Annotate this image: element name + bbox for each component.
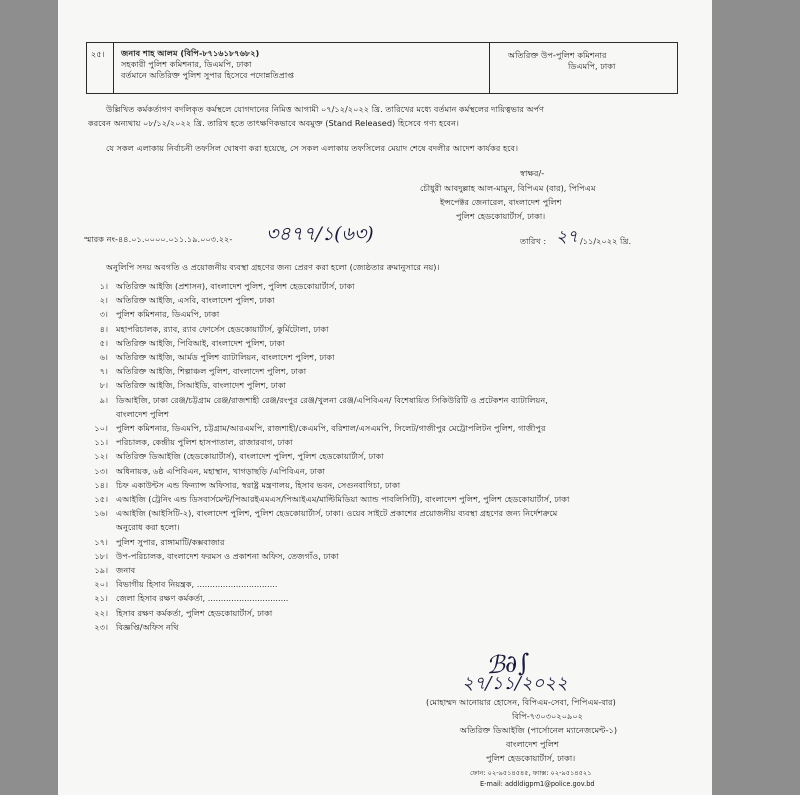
copy-list-number: ১৩। — [94, 465, 108, 476]
copy-list-text: বাংলাদেশ পুলিশ — [116, 408, 169, 419]
copy-list-item — [86, 579, 277, 590]
copy-list-item — [86, 309, 219, 320]
copy-list-number: ৭। — [99, 366, 108, 377]
serial-cell — [87, 43, 114, 93]
memo-number: স্মারক নং-৪৪.০১.০০০০.০১১.১৯.০০৩.২২- — [84, 234, 233, 244]
copy-list-item — [86, 437, 293, 448]
copy-list-text: ডিআইজি, ঢাকা রেঞ্জ/চট্টগ্রাম রেঞ্জ/রাজশাহী রেঞ্জ/রংপুর রেঞ্জ/খুলনা রেঞ্জ/এপিবিএন/ বিশেষায়িত সিকিউরিটি ও প্রটেকশন ব্যাটালিয়ন, — [116, 394, 548, 405]
copy-list-text: পুলিশ কমিশনার, ডিএমপি, ঢাকা — [116, 309, 220, 320]
copy-list-text: এআইজি (ট্রেনিং এন্ড ডিসবার্সমেন্ট/পিআরইএমএস/পিআইএম/মাল্টিমিডিয়া অ্যান্ড পাবলিসিটি), বাংলাদেশ পুলিশ, পুলিশ হেডকোয়ার্টার্স, ঢাকা — [116, 494, 570, 504]
copy-list-number: ৯। — [99, 394, 108, 405]
signer-name: চৌধুরী আবদুল্লাহ আল-মামুন, বিপিএম (বার), পিপিএম — [420, 183, 596, 193]
copy-list-item — [86, 395, 548, 406]
copy-list-item — [86, 423, 545, 434]
copy-list-item — [86, 508, 557, 519]
copy-list-text: অনুরোধ করা হলো। — [116, 522, 180, 533]
copy-list-text: অতিরিক্ত আইজি, শিল্পাঞ্চল পুলিশ, বাংলাদেশ পুলিশ, ঢাকা — [116, 366, 307, 377]
copy-list-text: অতিরিক্ত আইজি, সিআইডি, বাংলাদেশ পুলিশ, ঢাকা — [116, 380, 286, 391]
copy-list-item — [86, 295, 275, 306]
copy-list-text: উপ-পরিচালক, বাংলাদেশ ফরমস ও প্রকাশনা অফিস, তেজগাঁও, ঢাকা — [116, 550, 339, 561]
copy-list-item — [86, 593, 288, 604]
copy-list-text: হিসাব রক্ষণ কর্মকর্তা, পুলিশ হেডকোয়ার্টার্স, ঢাকা — [116, 607, 273, 618]
copy-list-item — [86, 281, 355, 292]
copy-list-text: অতিরিক্ত আইজি, আর্মড পুলিশ ব্যাটালিয়ন, বাংলাদেশ পুলিশ, ঢাকা — [116, 352, 335, 362]
copy-list-number: ১৯। — [94, 565, 108, 575]
signature-handwritten-date: ২৭/১১/২০২২ — [462, 673, 568, 694]
copy-list-number: ১৭। — [94, 536, 108, 547]
row-serial: ২৫। — [91, 49, 105, 59]
copy-list-number: ১৪। — [94, 479, 108, 490]
copy-list-item — [86, 451, 384, 462]
official-organization: বাংলাদেশ পুলিশ — [506, 739, 559, 749]
copy-list-number: ৮। — [99, 380, 108, 391]
copy-list-item — [86, 409, 169, 420]
copy-list-item — [86, 522, 180, 533]
official-bp-number: বিপি-৭৩০৩০২০৯০২ — [512, 711, 583, 721]
joining-instruction-line1: উল্লিখিত কর্মকর্তাগণ বদলিকৃত কর্মস্থলে যোগদানের নিমিত্ত আগামী ০৭/১২/২০২২ খ্রি. তারিখের মধ্যে বর্তমান কর্মস্থলের দায়িত্বভার অর্পণ — [106, 104, 545, 114]
official-email: E-mail: addldigpm1@police.gov.bd — [480, 780, 595, 788]
copy-list-item — [86, 338, 285, 349]
copy-list-text: অতিরিক্ত আইজি (প্রশাসন), বাংলাদেশ পুলিশ, পুলিশ হেডকোয়ার্টার্স, ঢাকা — [116, 281, 355, 291]
copy-list-number: ৬। — [99, 352, 108, 362]
election-schedule-note: যে সকল এলাকায় নির্বাচনী তফসিল ঘোষণা করা হয়েছে, সে সকল এলাকায় তফসিলের মেয়াদ শেষে বদলীর আদেশ কার্যকর হবে। — [106, 143, 519, 153]
transfer-table-row — [86, 42, 678, 94]
official-office: পুলিশ হেডকোয়ার্টার্স, ঢাকা। — [486, 753, 576, 763]
copy-list-item — [86, 537, 225, 548]
copy-list-item — [86, 565, 135, 576]
official-phone: ফোন: ০২-৯৫১৪৫৪৫, ফ্যাক্স: ০২-৯৫১৪৫২১ — [470, 769, 592, 777]
copy-list-text: জেলা হিসাব রক্ষণ কর্মকর্তা, ............................... — [116, 593, 289, 604]
copy-list-text: অতিরিক্ত আইজি, এসবি, বাংলাদেশ পুলিশ, ঢাকা — [116, 295, 275, 306]
copy-list-text: অতিরিক্ত আইজি, পিবিআই, বাংলাদেশ পুলিশ, ঢাকা — [116, 337, 285, 348]
new-post-unit: ডিএমপি, ঢাকা — [568, 61, 616, 71]
officer-promotion-note: বর্তমানে অতিরিক্ত পুলিশ সুপার হিসেবে পদোন্নতিপ্রাপ্ত — [121, 70, 294, 80]
copy-list-text: পুলিশ কমিশনার, ডিএমপি, চট্টগ্রাম/আরএমপি, রাজশাহী/কেএমপি, বরিশাল/এসএমপি, সিলেট/গাজীপুর মেট্রোপলিটন পুলিশ, গাজীপুর — [116, 423, 546, 433]
copy-list-number: ১৮। — [94, 550, 108, 561]
copy-list-item — [86, 480, 400, 491]
copy-list-number: ১৫। — [94, 494, 108, 504]
copy-list-text: অধিনায়ক, ৬ষ্ঠ এপিবিএন, মহাস্থান, খাগড়াছড়ি /এপিবিএন, ঢাকা — [116, 465, 326, 476]
right-gray-margin — [712, 0, 800, 795]
signer-title: ইন্সপেক্টর জেনারেল, বাংলাদেশ পুলিশ — [440, 197, 562, 207]
date-label: তারিখ : — [520, 236, 547, 246]
new-post-title: অতিরিক্ত উপ-পুলিশ কমিশনার — [508, 50, 607, 60]
copy-list-text: পরিচালক, কেন্দ্রীয় পুলিশ হাসপাতাল, রাজারবাগ, ঢাকা — [116, 437, 293, 448]
copy-list-item — [86, 622, 179, 633]
copy-list-number: ১২। — [94, 451, 108, 462]
joining-instruction-line2: করবেন অন্যথায় ০৮/১২/২০২২ খ্রি. তারিখ হতে তাৎক্ষণিকভাবে অবমুক্ত (Stand Released) হিসেবে গণ্য হবেন। — [88, 118, 459, 128]
copy-list-number: ২১। — [94, 593, 108, 604]
new-post-cell — [490, 43, 677, 93]
signed-label: স্বাক্ষর/- — [520, 168, 545, 178]
copy-list-item — [86, 366, 306, 377]
copy-list-number: ১১। — [94, 437, 108, 448]
memo-handwritten-number: ৩৪৭৭/১(৬৩) — [266, 223, 374, 245]
date-handwritten-day: ২৭ — [556, 227, 579, 247]
signer-office: পুলিশ হেডকোয়ার্টার্স, ঢাকা। — [456, 211, 546, 221]
copy-list-number: ১। — [99, 281, 108, 291]
signature-mark: ℬ∂∫ — [485, 648, 531, 680]
copy-list-number: ৩। — [99, 309, 108, 320]
copy-list-text: চিফ একাউন্টস এন্ড ফিন্যান্স অফিসার, স্বরাষ্ট্র মন্ত্রণালয়, হিসাব ভবন, সেগুনবাগিচা, ঢাকা — [116, 479, 401, 490]
copy-list-text: এআইজি (আইসিটি-২), বাংলাদেশ পুলিশ, পুলিশ হেডকোয়ার্টার্স, ঢাকা। ওয়েব সাইটে প্রকাশের প্রয়োজনীয় ব্যবস্থা গ্রহণের জন্য নির্দেশক্রমে — [116, 508, 558, 519]
copy-list-text: পুলিশ সুপার, রাঙ্গামাটি/কক্সবাজার — [116, 536, 225, 547]
copy-list-number: ২০। — [94, 579, 108, 590]
officer-current-post: সহকারী পুলিশ কমিশনার, ডিএমপি, ঢাকা — [121, 59, 252, 69]
document-page — [58, 0, 712, 795]
copy-list-text: অতিরিক্ত ডিআইজি (হেডকোয়ার্টার্স), বাংলাদেশ পুলিশ, পুলিশ হেডকোয়ার্টার্স, ঢাকা — [116, 451, 384, 462]
copy-list-number: ১০। — [94, 423, 108, 433]
officer-name: জনাব শাহ আলম (বিপি-৮৭১৬১৮৭৬৮২) — [121, 48, 260, 58]
copy-list-item — [86, 324, 329, 335]
copy-list-number: ৫। — [99, 337, 108, 348]
copy-list-number: ৪। — [99, 323, 108, 334]
copy-list-number: ২২। — [94, 607, 108, 618]
copy-list-item — [86, 466, 325, 477]
copy-list-number: ১৬। — [94, 508, 108, 519]
copy-list-item — [86, 494, 569, 505]
copy-list-number: ২। — [99, 295, 108, 306]
copy-list-item — [86, 551, 339, 562]
left-gray-margin — [0, 0, 58, 795]
copy-list-number: ২৩। — [94, 621, 108, 632]
copy-intro: অনুলিপি সদয় অবগতি ও প্রয়োজনীয় ব্যবস্থা গ্রহণের জন্য প্রেরণ করা হলো (জ্যেষ্ঠতার ক্রমানুসারে নয়)। — [106, 262, 440, 272]
copy-list-item — [86, 608, 272, 619]
copy-list-item — [86, 380, 286, 391]
copy-list-item — [86, 352, 334, 363]
copy-list-text: বিজ্ঞপ্তি/অফিস নথি — [116, 621, 179, 632]
officer-cell — [113, 43, 490, 93]
copy-list-text: জনাব — [116, 565, 136, 575]
copy-list-text: মহাপরিচালক, র‍্যাব, র‍্যাব ফোর্সেস হেডকোয়ার্টার্স, কুর্মিটোলা, ঢাকা — [116, 323, 329, 334]
official-name: (মোহাম্মদ আনোয়ার হোসেন, বিপিএম-সেবা, পিপিএম-বার) — [426, 697, 616, 707]
copy-list-text: বিভাগীয় হিসাব নিয়ন্ত্রক, ............................... — [116, 579, 278, 590]
date-rest: /১১/২০২২ খ্রি. — [580, 236, 632, 246]
official-title: অতিরিক্ত ডিআইজি (পার্সোনেল ম্যানেজমেন্ট-১) — [460, 725, 618, 735]
